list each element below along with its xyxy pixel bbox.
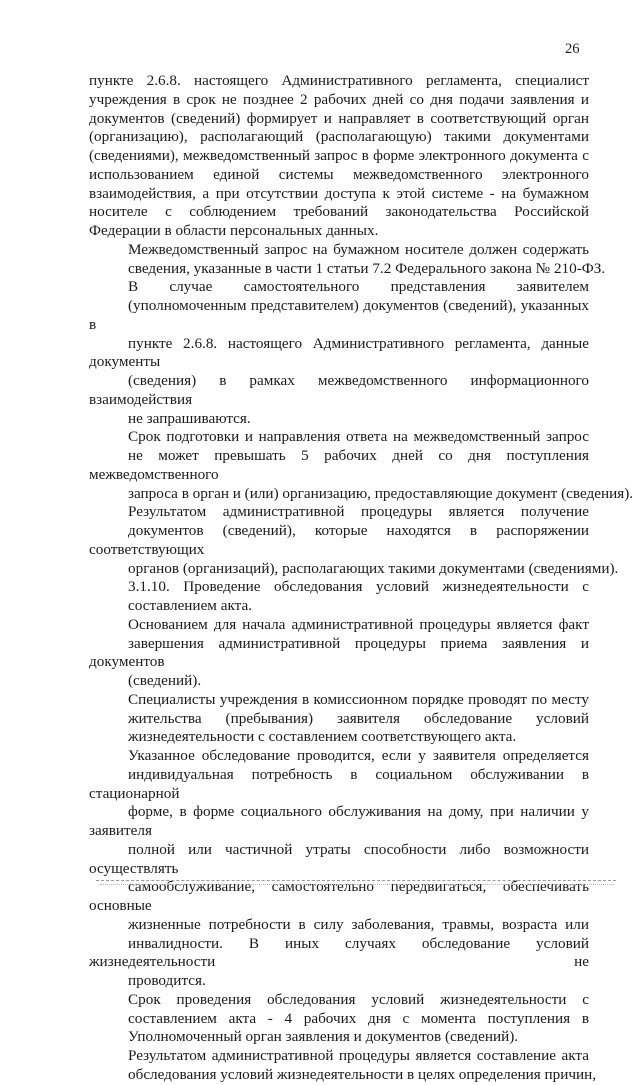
text-line: учреждения в срок не позднее 2 рабочих дней со дня подачи заявления и <box>89 90 589 108</box>
text-line: Уполномоченный орган заявления и документов (сведений). <box>128 1028 519 1046</box>
paragraph <box>89 503 619 578</box>
text-line: жизнедеятельности с составлением соответствующего акта. <box>128 728 517 746</box>
text-line: полной или частичной утраты способности либо возможности осуществлять <box>89 840 589 877</box>
text-line: документов (сведений), которые находятся в распоряжении соответствующих <box>89 522 589 558</box>
text-line: (организацию), располагающий (располагающую) такими документами <box>89 128 589 146</box>
text-line: органов (организаций), располагающих такими документами (сведениями). <box>128 559 619 577</box>
paragraph <box>89 1047 597 1085</box>
text-line: самообслуживание, самостоятельно передвигаться, обеспечивать основные <box>89 878 589 914</box>
text-line: не может превышать 5 рабочих дней со дня поступления межведомственного <box>89 447 589 483</box>
text-line: Межведомственный запрос на бумажном носителе должен содержать <box>128 240 589 258</box>
footer-scan-line-secondary <box>100 884 614 885</box>
text-line: не запрашиваются. <box>128 409 251 427</box>
text-line: документов (сведений) формирует и направляет в соответствующий орган <box>89 109 589 127</box>
text-line: инвалидности. В иных случаях обследование условий жизнедеятельности не <box>89 934 589 971</box>
paragraph <box>89 428 634 503</box>
document-body <box>89 72 634 1085</box>
text-line: Федерации в области персональных данных. <box>89 222 379 239</box>
page-number: 26 <box>565 41 580 57</box>
paragraph <box>89 240 606 279</box>
text-line: Основанием для начала административной процедуры является факт <box>128 615 589 633</box>
paragraph <box>89 991 589 1047</box>
paragraph <box>89 747 589 991</box>
text-line: Указанное обследование проводится, если у заявителя определяется <box>128 747 589 764</box>
text-line: завершения административной процедуры приема заявления и документов <box>89 634 589 671</box>
paragraph <box>89 72 589 241</box>
text-line: взаимодействия, а при отсутствии доступа к этой системе - на бумажном <box>89 184 589 202</box>
text-line: обследования условий жизнедеятельности в целях определения причин, <box>128 1065 597 1083</box>
text-line: пункте 2.6.8. настоящего Административного регламента, данные документы <box>89 334 589 371</box>
text-line: жизненные потребности в силу заболевания, травмы, возраста или <box>128 915 589 933</box>
paragraph <box>89 578 589 616</box>
text-line: Результатом административной процедуры является составление акта <box>128 1047 589 1064</box>
text-line: использованием единой системы межведомственного электронного <box>89 165 589 183</box>
text-line: носителе с соблюдением требований законодательства Российской <box>89 203 589 221</box>
text-line: Срок проведения обследования условий жизнедеятельности с <box>128 990 589 1008</box>
text-line: Срок подготовки и направления ответа на межведомственный запрос <box>128 428 589 446</box>
paragraph <box>89 691 589 747</box>
text-line: индивидуальная потребность в социальном обслуживании в стационарной <box>89 765 589 802</box>
text-line: В случае самостоятельного представления заявителем <box>128 278 589 296</box>
text-line: Результатом административной процедуры является получение <box>128 503 589 521</box>
paragraph <box>89 278 589 428</box>
text-line: (сведений). <box>128 672 202 689</box>
text-line: жительства (пребывания) заявителя обследование условий <box>128 709 589 727</box>
text-line: 3.1.10. Проведение обследования условий жизнедеятельности с <box>128 578 589 596</box>
footer-scan-line <box>96 880 616 881</box>
text-line: сведения, указанные в части 1 статьи 7.2 Федерального закона № 210-ФЗ. <box>128 259 606 277</box>
text-line: составлением акта - 4 рабочих дня с момента поступления в <box>128 1009 589 1027</box>
text-line: Специалисты учреждения в комиссионном порядке проводят по месту <box>128 690 589 708</box>
text-line: (сведения) в рамках межведомственного информационного взаимодействия <box>89 372 589 408</box>
text-line: (сведениями), межведомственный запрос в форме электронного документа с <box>89 147 589 164</box>
text-line: форме, в форме социального обслуживания на дому, при наличии у заявителя <box>89 803 589 839</box>
text-line: проводится. <box>128 972 206 989</box>
text-line: пункте 2.6.8. настоящего Административного регламента, специалист <box>89 72 589 89</box>
text-line: запроса в орган и (или) организацию, предоставляющие документ (сведения). <box>128 484 634 502</box>
text-line: составлением акта. <box>128 597 252 614</box>
text-line: (уполномоченным представителем) документов (сведений), указанных в <box>89 297 589 333</box>
paragraph <box>89 616 589 691</box>
